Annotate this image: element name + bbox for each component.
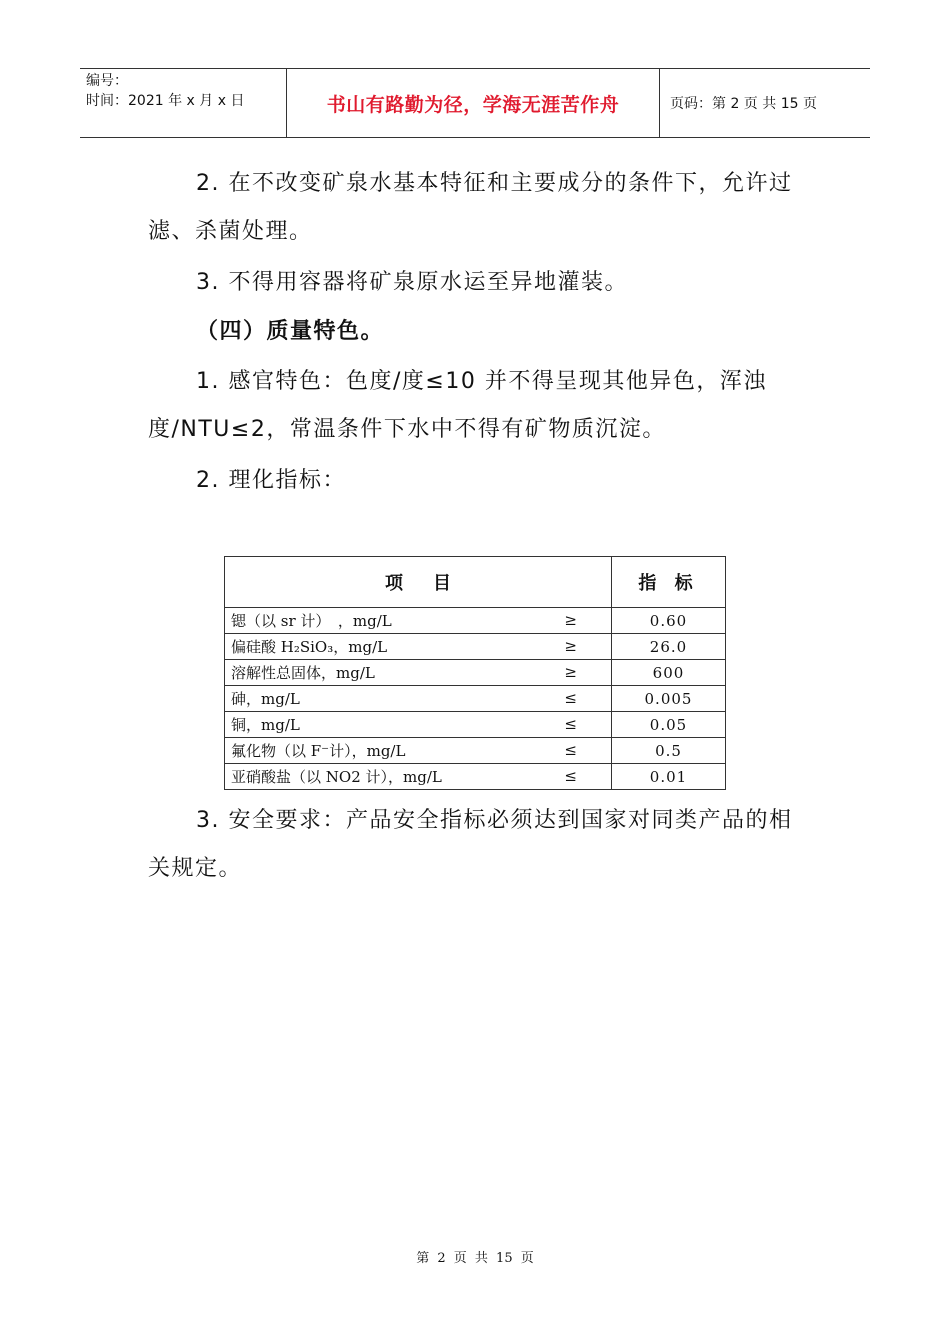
table-cell-value: 26.0: [612, 634, 726, 660]
comparison-symbol: ≤: [564, 741, 577, 759]
header-motto: 书山有路勤为径，学海无涯苦作舟: [326, 93, 620, 116]
table-cell-value: 0.01: [612, 764, 726, 790]
table-row: [225, 660, 726, 686]
comparison-symbol: ≥: [564, 611, 577, 629]
table-header-item: 项 目: [225, 557, 612, 608]
page-header: [80, 68, 870, 138]
item-name: 亚硝酸盐（以 NO2 计），mg/L: [231, 768, 442, 786]
paragraph-sensory: 1. 感官特色：色度/度≤10 并不得呈现其他异色，浑浊度/NTU≤2，常温条件下水中不得有矿物质沉淀。: [148, 369, 767, 442]
table-row: [225, 608, 726, 634]
table-cell-value: 0.5: [612, 738, 726, 764]
table-cell-item: [225, 738, 612, 764]
comparison-symbol: ≤: [564, 715, 577, 733]
indicator-table: [224, 556, 726, 790]
table-row: [225, 738, 726, 764]
page-footer: 第 2 页 共 15 页: [416, 1251, 534, 1266]
section-heading: （四）质量特色。: [196, 319, 385, 344]
item-name: 铜，mg/L: [231, 716, 300, 734]
table-cell-item: [225, 686, 612, 712]
table-row: [225, 764, 726, 790]
document-time-label: 时间：2021 年 x 月 x 日: [86, 93, 245, 109]
table-cell-value: 0.60: [612, 608, 726, 634]
paragraph-filter: 2. 在不改变矿泉水基本特征和主要成分的条件下，允许过滤、杀菌处理。: [148, 171, 793, 244]
document-number-label: 编号：: [86, 73, 128, 89]
table-cell-value: 0.005: [612, 686, 726, 712]
table-header-value: 指 标: [612, 557, 726, 608]
table-cell-item: [225, 634, 612, 660]
header-meta: [80, 69, 287, 137]
table-cell-value: 600: [612, 660, 726, 686]
item-name: 砷，mg/L: [231, 690, 300, 708]
table-cell-item: [225, 764, 612, 790]
table-cell-value: 0.05: [612, 712, 726, 738]
table-row: [225, 712, 726, 738]
header-page-info-cell: [660, 69, 870, 137]
comparison-symbol: ≥: [564, 663, 577, 681]
table-row: [225, 686, 726, 712]
table-row: [225, 634, 726, 660]
item-name: 偏硅酸 H₂SiO₃，mg/L: [231, 638, 388, 656]
item-name: 溶解性总固体，mg/L: [231, 664, 375, 682]
table-cell-item: [225, 660, 612, 686]
table-header-row: [225, 557, 726, 608]
item-name: 氟化物（以 F⁻计），mg/L: [231, 742, 406, 760]
item-name: 锶（以 sr 计） ，mg/L: [231, 612, 392, 630]
table-cell-item: [225, 608, 612, 634]
paragraph-physchem: 2. 理化指标：: [196, 468, 346, 493]
header-motto-cell: [287, 69, 660, 137]
comparison-symbol: ≥: [564, 637, 577, 655]
paragraph-safety: 3. 安全要求：产品安全指标必须达到国家对同类产品的相关规定。: [148, 808, 793, 881]
comparison-symbol: ≤: [564, 767, 577, 785]
paragraph-transport: 3. 不得用容器将矿泉原水运至异地灌装。: [196, 270, 628, 295]
table-cell-item: [225, 712, 612, 738]
header-page-info: 页码：第 2 页 共 15 页: [670, 96, 817, 112]
comparison-symbol: ≤: [564, 689, 577, 707]
